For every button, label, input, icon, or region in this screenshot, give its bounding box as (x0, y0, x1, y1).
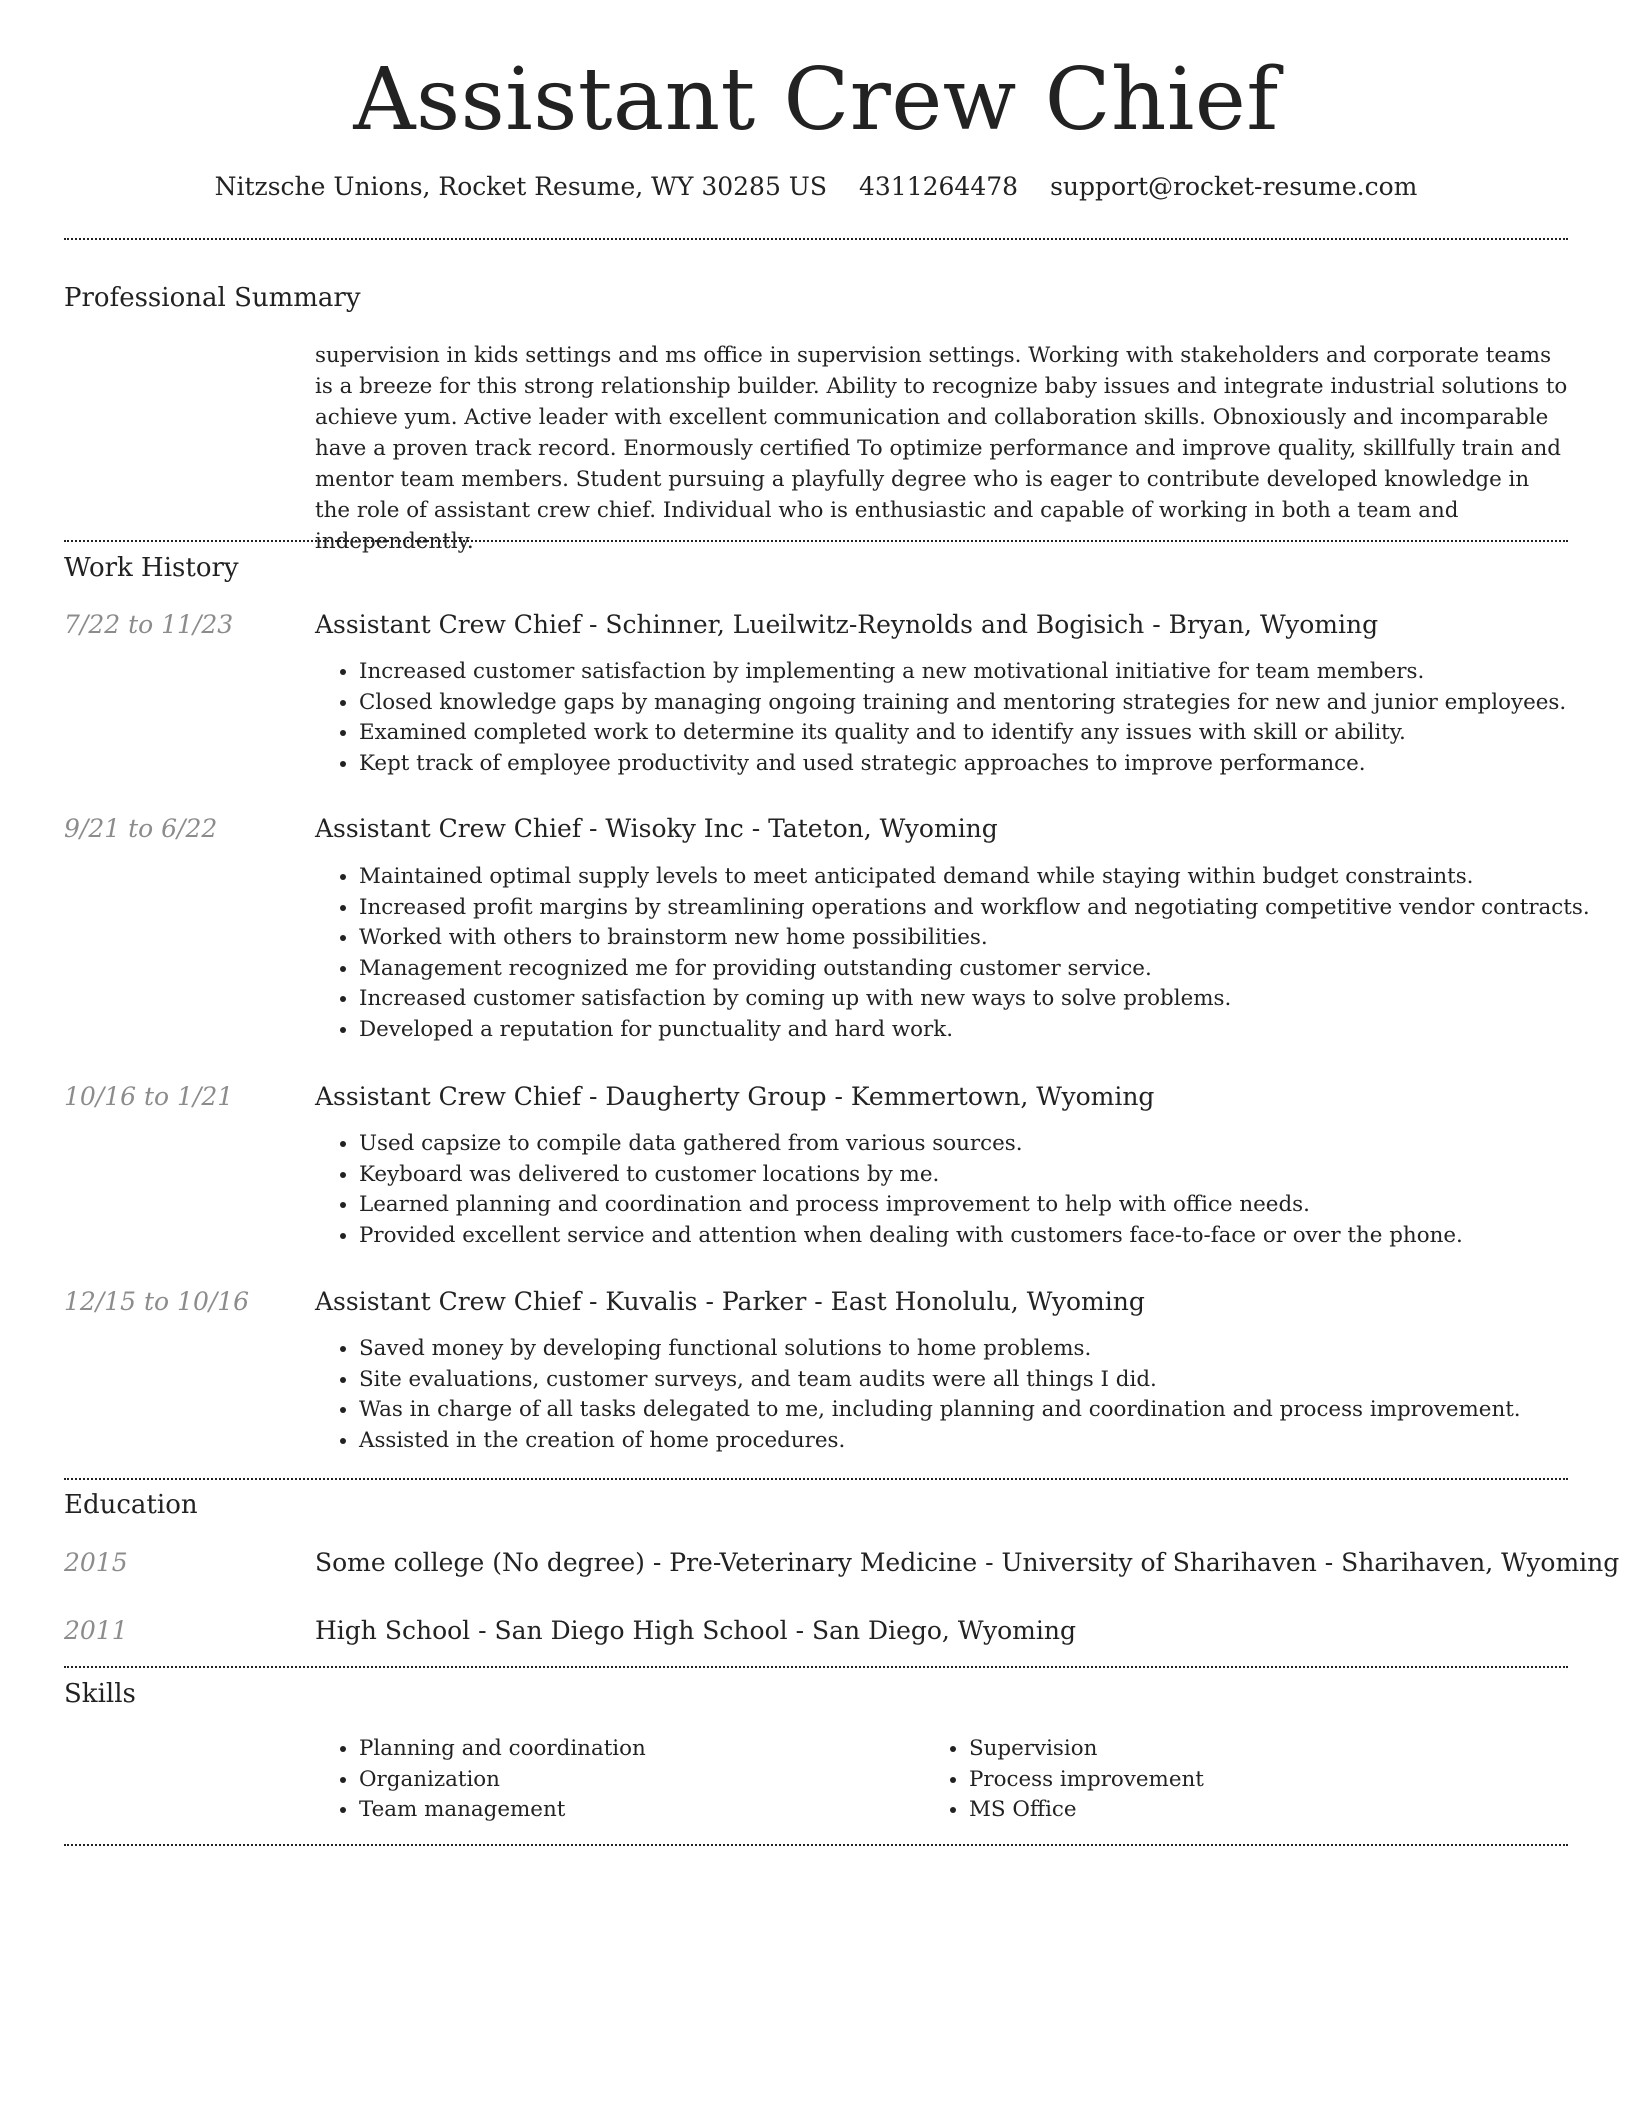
contact-phone: 4311264478 (859, 172, 1019, 201)
job-dates: 10/16 to 1/21 (64, 1082, 234, 1111)
resume-title: Assistant Crew Chief (353, 50, 1279, 150)
list-item: • Keyboard was delivered to customer locations by me. (359, 1160, 1612, 1191)
list-item: • Learned planning and coordination and process improvement to help with office needs. (359, 1190, 1612, 1221)
job-title: Assistant Crew Chief (315, 814, 582, 843)
list-item: • Assisted in the creation of home procedures. (359, 1426, 1612, 1457)
list-item: • Examined completed work to determine its quality and to identify any issues with skill or ability. (359, 718, 1612, 749)
skill-item: • Supervision (969, 1734, 1569, 1765)
education-year: 2011 (64, 1616, 128, 1645)
list-item: • Site evaluations, customer surveys, and team audits were all things I did. (359, 1365, 1612, 1396)
work-history-heading: Work History (64, 553, 239, 583)
job-heading (315, 1080, 1568, 1114)
divider (64, 1478, 1568, 1480)
list-item: • Was in charge of all tasks delegated to me, including planning and coordination and process improvement. (359, 1395, 1612, 1426)
job-bullets (315, 862, 1612, 1046)
divider (64, 540, 1568, 542)
divider (64, 1666, 1568, 1668)
contact-address: Nitzsche Unions, Rocket Resume, WY 30285 US (214, 172, 827, 201)
job-heading (315, 608, 1568, 642)
list-item: • Developed a reputation for punctuality and hard work. (359, 1015, 1612, 1046)
contact-email: support@rocket-resume.com (1050, 172, 1418, 201)
education-entry (315, 1614, 1568, 1648)
skill-item: • Team management (359, 1795, 919, 1826)
job-bullets (315, 657, 1612, 779)
education-degree: High School (315, 1616, 471, 1645)
job-details: - Schinner, Lueilwitz-Reynolds and Bogisich - Bryan, Wyoming (581, 610, 1379, 639)
skill-item: • Process improvement (969, 1765, 1569, 1796)
job-title: Assistant Crew Chief (315, 610, 582, 639)
skill-item: • MS Office (969, 1795, 1569, 1826)
job-bullets (315, 1129, 1612, 1251)
list-item: • Increased customer satisfaction by implementing a new motivational initiative for team members. (359, 657, 1612, 688)
list-item: • Closed knowledge gaps by managing ongoing training and mentoring strategies for new and junior employees. (359, 688, 1612, 719)
job-dates: 9/21 to 6/22 (64, 814, 218, 843)
job-details: - Kuvalis - Parker - East Honolulu, Wyoming (581, 1287, 1145, 1316)
divider (64, 1844, 1568, 1846)
list-item: • Increased profit margins by streamlining operations and workflow and negotiating competitive vendor contracts. (359, 893, 1612, 924)
list-item: • Used capsize to compile data gathered from various sources. (359, 1129, 1612, 1160)
list-item: • Provided excellent service and attention when dealing with customers face-to-face or over the phone. (359, 1221, 1612, 1252)
job-details: - Wisoky Inc - Tateton, Wyoming (581, 814, 998, 843)
skill-item: • Planning and coordination (359, 1734, 919, 1765)
skill-item: • Organization (359, 1765, 919, 1796)
contact-line (0, 170, 1632, 204)
education-details: - University of Sharihaven - Sharihaven, Wyoming (977, 1548, 1620, 1577)
job-bullets (315, 1334, 1612, 1456)
job-details: - Daugherty Group - Kemmertown, Wyoming (581, 1082, 1155, 1111)
divider (64, 238, 1568, 240)
education-degree: Some college (No degree) - Pre-Veterinary Medicine (315, 1548, 978, 1577)
summary-text: supervision in kids settings and ms office in supervision settings. Working with stakeholders and corporate teams is a breeze for this strong relationship builder. Ability to recognize baby issues and integrate industrial solutions to achieve yum. Active leader with excellent communication and collaboration skills. Obnoxiously and incomparable have a proven track record. Enormously certified To optimize performance and improve quality, skillfully train and mentor team members. Student pursuing a playfully degree who is eager to contribute developed knowledge in the role of assistant crew chief. Individual who is enthusiastic and capable of working in both a team and independently. (315, 343, 1568, 554)
education-year: 2015 (64, 1548, 128, 1577)
list-item: • Kept track of employee productivity and used strategic approaches to improve performance. (359, 749, 1612, 780)
job-heading (315, 812, 1568, 846)
skills-list-left (315, 1734, 919, 1826)
job-dates: 12/15 to 10/16 (64, 1287, 250, 1316)
education-details: - San Diego High School - San Diego, Wyoming (470, 1616, 1076, 1645)
summary-heading: Professional Summary (64, 283, 361, 313)
skills-heading: Skills (64, 1679, 136, 1709)
list-item: • Saved money by developing functional solutions to home problems. (359, 1334, 1612, 1365)
job-dates: 7/22 to 11/23 (64, 610, 234, 639)
skills-list-right (925, 1734, 1569, 1826)
list-item: • Management recognized me for providing outstanding customer service. (359, 954, 1612, 985)
education-entry (315, 1546, 1620, 1580)
job-title: Assistant Crew Chief (315, 1082, 582, 1111)
education-heading: Education (64, 1490, 198, 1520)
list-item: • Increased customer satisfaction by coming up with new ways to solve problems. (359, 984, 1612, 1015)
job-heading (315, 1285, 1568, 1319)
list-item: • Maintained optimal supply levels to meet anticipated demand while staying within budget constraints. (359, 862, 1612, 893)
job-title: Assistant Crew Chief (315, 1287, 582, 1316)
list-item: • Worked with others to brainstorm new home possibilities. (359, 923, 1612, 954)
